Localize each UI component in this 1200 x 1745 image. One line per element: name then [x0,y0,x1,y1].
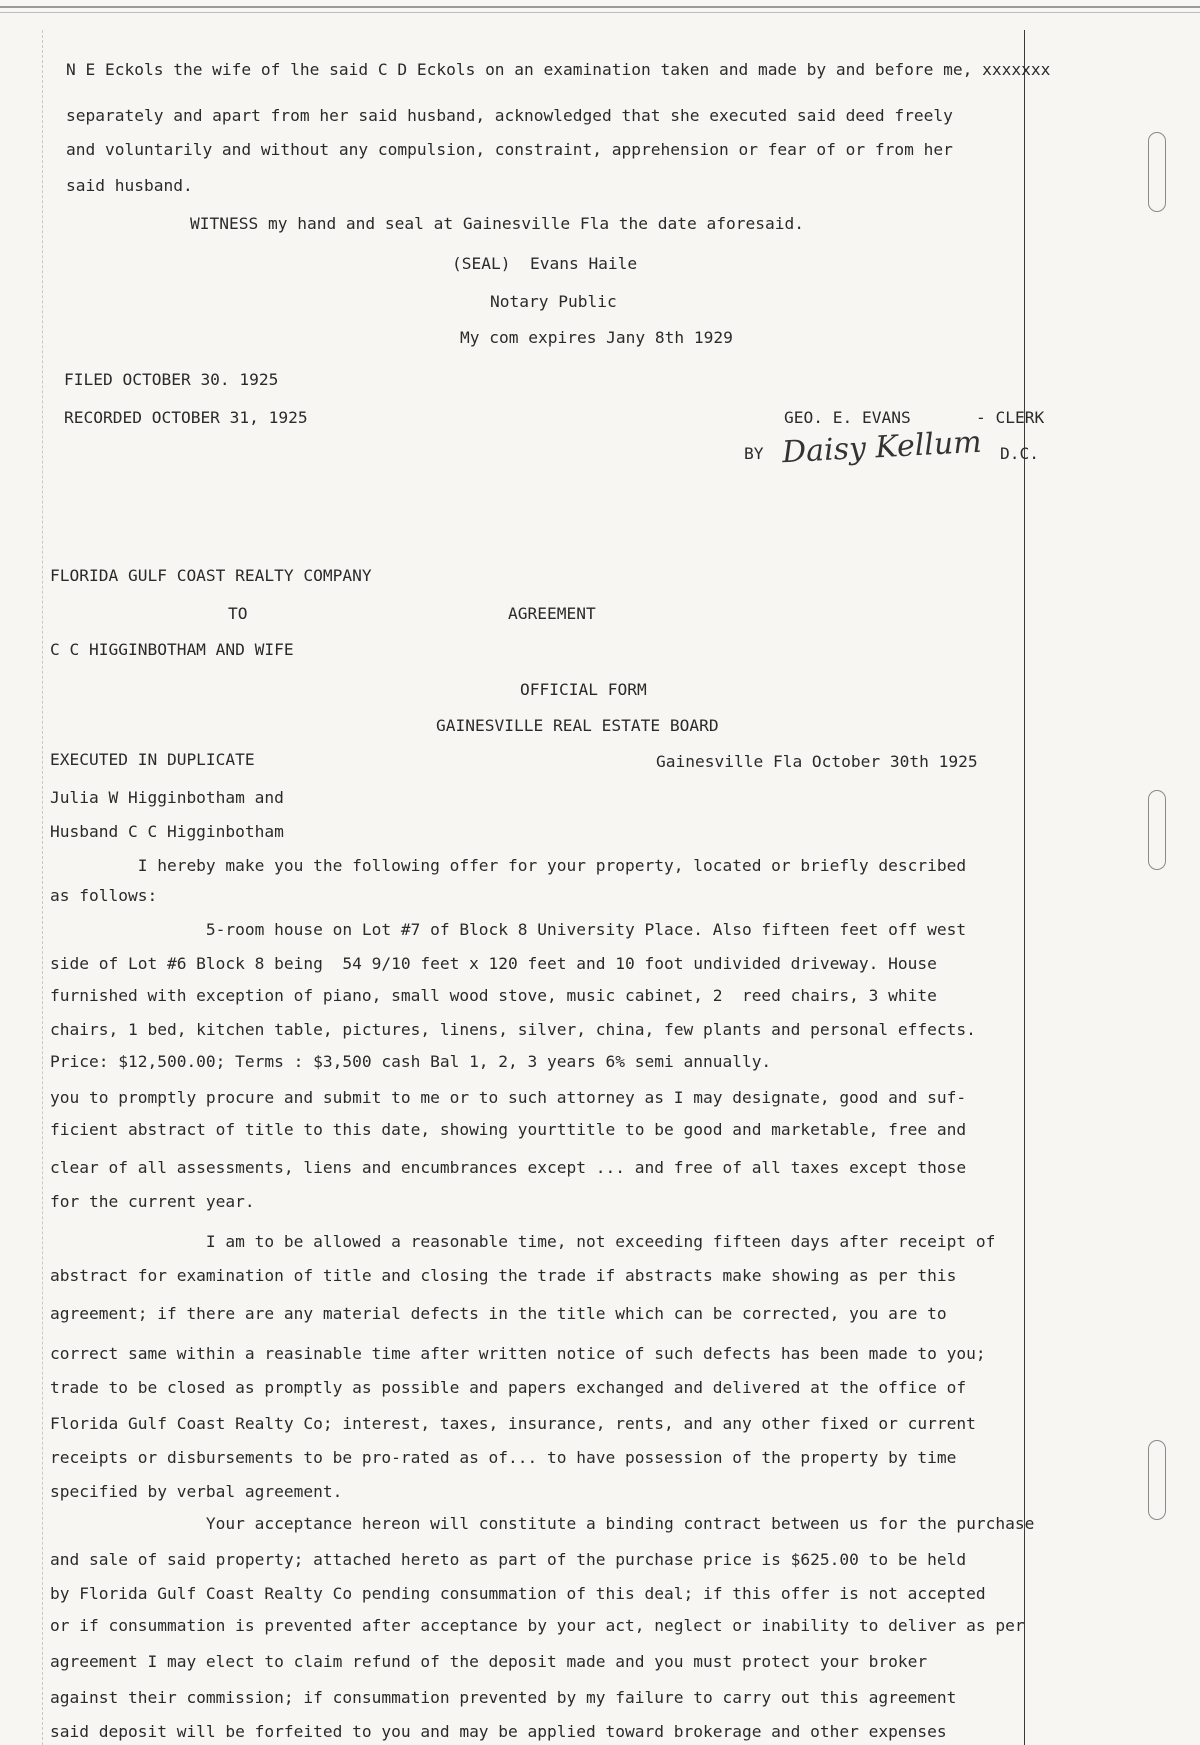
right-margin-rule [1024,30,1025,1745]
body-line: you to promptly procure and submit to me or to such attorney as I may designate, good and suf- [50,1088,967,1107]
body-line: I hereby make you the following offer for your property, located or briefly described [50,856,967,875]
official-form-label: OFFICIAL FORM [520,680,647,699]
top-border [0,6,1200,13]
ack-line: said husband. [66,176,193,195]
dc-label: D.C. [1000,444,1039,463]
place-date: Gainesville Fla October 30th 1925 [656,752,978,771]
body-line: said deposit will be forfeited to you and may be applied toward brokerage and other expenses [50,1722,947,1741]
recorded-date: RECORDED OCTOBER 31, 1925 [64,408,308,427]
body-line: for the current year. [50,1192,255,1211]
clerk-title: - CLERK [976,408,1045,427]
addressee-line: Julia W Higginbotham and [50,788,284,807]
body-line: furnished with exception of piano, small wood stove, music cabinet, 2 reed chairs, 3 white [50,986,937,1005]
body-line: trade to be closed as promptly as possible and papers exchanged and delivered at the office of [50,1378,967,1397]
addressee-line: Husband C C Higginbotham [50,822,284,841]
ack-line: and voluntarily and without any compulsion, constraint, apprehension or fear of or from her [66,140,953,159]
executed-label: EXECUTED IN DUPLICATE [50,750,255,769]
by-label: BY [744,444,764,463]
body-line: against their commission; if consummation prevented by my failure to carry out this agreement [50,1688,957,1707]
party-to: C C HIGGINBOTHAM AND WIFE [50,640,294,659]
witness-line: WITNESS my hand and seal at Gainesville Fla the date aforesaid. [190,214,804,233]
clerk-signature: Daisy Kellum [781,424,983,471]
body-line: as follows: [50,886,158,905]
ack-line: separately and apart from her said husband, acknowledged that she executed said deed freely [66,106,953,125]
body-line: agreement I may elect to claim refund of the deposit made and you must protect your broker [50,1652,928,1671]
body-line: specified by verbal agreement. [50,1482,343,1501]
body-line: 5-room house on Lot #7 of Block 8 University Place. Also fifteen feet off west [50,920,967,939]
to-label: TO [228,604,248,623]
binder-hole-icon [1148,790,1166,870]
body-line: side of Lot #6 Block 8 being 54 9/10 feet x 120 feet and 10 foot undivided driveway. House [50,954,937,973]
body-line: ficient abstract of title to this date, showing yourttitle to be good and marketable, free and [50,1120,967,1139]
body-line: receipts or disbursements to be pro-rated as of... to have possession of the property by time [50,1448,957,1467]
body-line: Your acceptance hereon will constitute a binding contract between us for the purchase [50,1514,1035,1533]
left-margin-rule [42,30,43,1745]
body-line: chairs, 1 bed, kitchen table, pictures, linens, silver, china, few plants and personal effects. [50,1020,976,1039]
commission-expiry: My com expires Jany 8th 1929 [460,328,733,347]
binder-hole-icon [1148,132,1166,212]
filed-date: FILED OCTOBER 30. 1925 [64,370,279,389]
body-line: and sale of said property; attached hereto as part of the purchase price is $625.00 to be held [50,1550,967,1569]
binder-hole-icon [1148,1440,1166,1520]
notary-title: Notary Public [490,292,617,311]
ack-line: N E Eckols the wife of lhe said C D Eckols on an examination taken and made by and before me, xxxxxxx [66,60,1051,79]
clerk-name: GEO. E. EVANS [784,408,911,427]
body-line: Florida Gulf Coast Realty Co; interest, taxes, insurance, rents, and any other fixed or current [50,1414,976,1433]
board-name: GAINESVILLE REAL ESTATE BOARD [436,716,719,735]
body-line: correct same within a reasinable time after written notice of such defects has been made to you; [50,1344,986,1363]
body-line: I am to be allowed a reasonable time, not exceeding fifteen days after receipt of [50,1232,996,1251]
body-line: or if consummation is prevented after acceptance by your act, neglect or inability to deliver as per [50,1616,1025,1635]
body-line: abstract for examination of title and closing the trade if abstracts make showing as per this [50,1266,957,1285]
agreement-title: AGREEMENT [508,604,596,623]
body-line: by Florida Gulf Coast Realty Co pending consummation of this deal; if this offer is not accepted [50,1584,986,1603]
body-line: clear of all assessments, liens and encumbrances except ... and free of all taxes except those [50,1158,967,1177]
body-line: agreement; if there are any material defects in the title which can be corrected, you are to [50,1304,947,1323]
price-terms-line: Price: $12,500.00; Terms : $3,500 cash Bal 1, 2, 3 years 6% semi annually. [50,1052,772,1071]
seal-line: (SEAL) Evans Haile [452,254,638,273]
party-from: FLORIDA GULF COAST REALTY COMPANY [50,566,372,585]
